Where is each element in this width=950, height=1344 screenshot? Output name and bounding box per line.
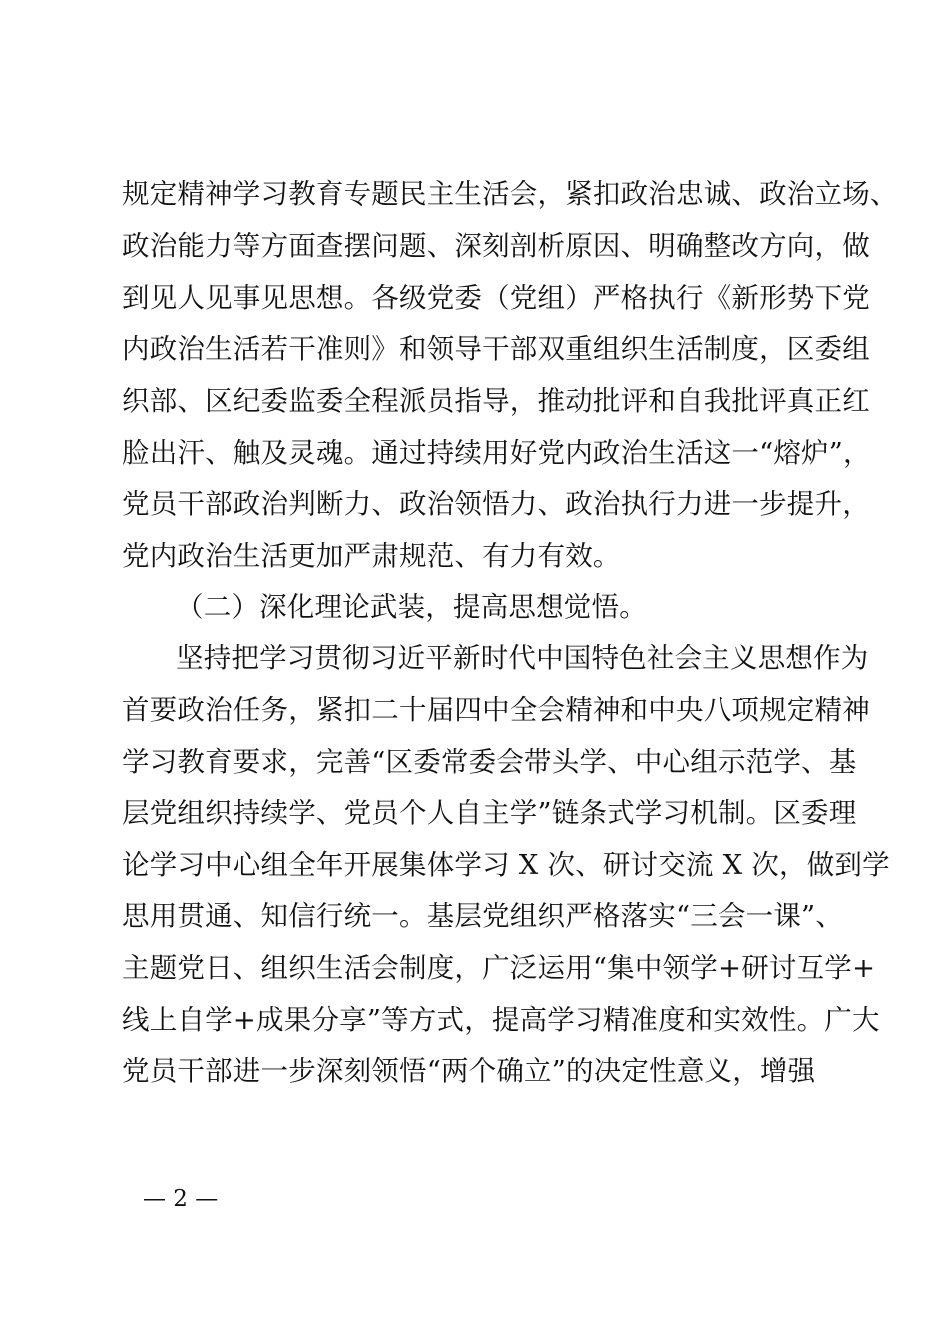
body-text-line: 主题党日、组织生活会制度，广泛运用“集中领学+研讨互学+ — [122, 952, 876, 984]
body-text-line: 政治能力等方面查摆问题、深刻剖析原因、明确整改方向，做 — [122, 230, 870, 262]
body-text-line: 线上自学+成果分享”等方式，提高学习精准度和实效性。广大 — [122, 1004, 880, 1036]
body-text-line: 党员干部进一步深刻领悟“两个确立”的决定性意义，增强 — [122, 1055, 816, 1087]
paragraph-first-line: 坚持把学习贯彻习近平新时代中国特色社会主义思想作为 — [176, 642, 869, 674]
body-text-line: 党员干部政治判断力、政治领悟力、政治执行力进一步提升， — [122, 488, 870, 520]
body-text-line: 思用贯通、知信行统一。基层党组织严格落实“三会一课”、 — [122, 900, 844, 932]
section-heading: （二）深化理论武装，提高思想觉悟。 — [176, 591, 647, 623]
body-text-line: 织部、区纪委监委全程派员指导，推动批评和自我批评真正红 — [122, 385, 870, 417]
body-text-line: 首要政治任务，紧扣二十届四中全会精神和中央八项规定精神 — [122, 694, 870, 726]
body-text-line: 到见人见事见思想。各级党委（党组）严格执行《新形势下党 — [122, 282, 870, 314]
page-number: — 2 — — [143, 1186, 219, 1212]
body-text-line: 层党组织持续学、党员个人自主学”链条式学习机制。区委理 — [122, 797, 857, 829]
body-text-line: 党内政治生活更加严肃规范、有力有效。 — [122, 540, 621, 572]
body-text-line: 规定精神学习教育专题民主生活会，紧扣政治忠诚、政治立场、 — [122, 178, 898, 210]
body-text-line: 脸出汗、触及灵魂。通过持续用好党内政治生活这一“熔炉”， — [122, 437, 871, 469]
body-text-line: 学习教育要求，完善“区委常委会带头学、中心组示范学、基 — [122, 746, 857, 778]
body-text-line: 论学习中心组全年开展集体学习 X 次、研讨交流 X 次，做到学 — [122, 849, 890, 881]
body-text-line: 内政治生活若干准则》和领导干部双重组织生活制度，区委组 — [122, 333, 870, 365]
